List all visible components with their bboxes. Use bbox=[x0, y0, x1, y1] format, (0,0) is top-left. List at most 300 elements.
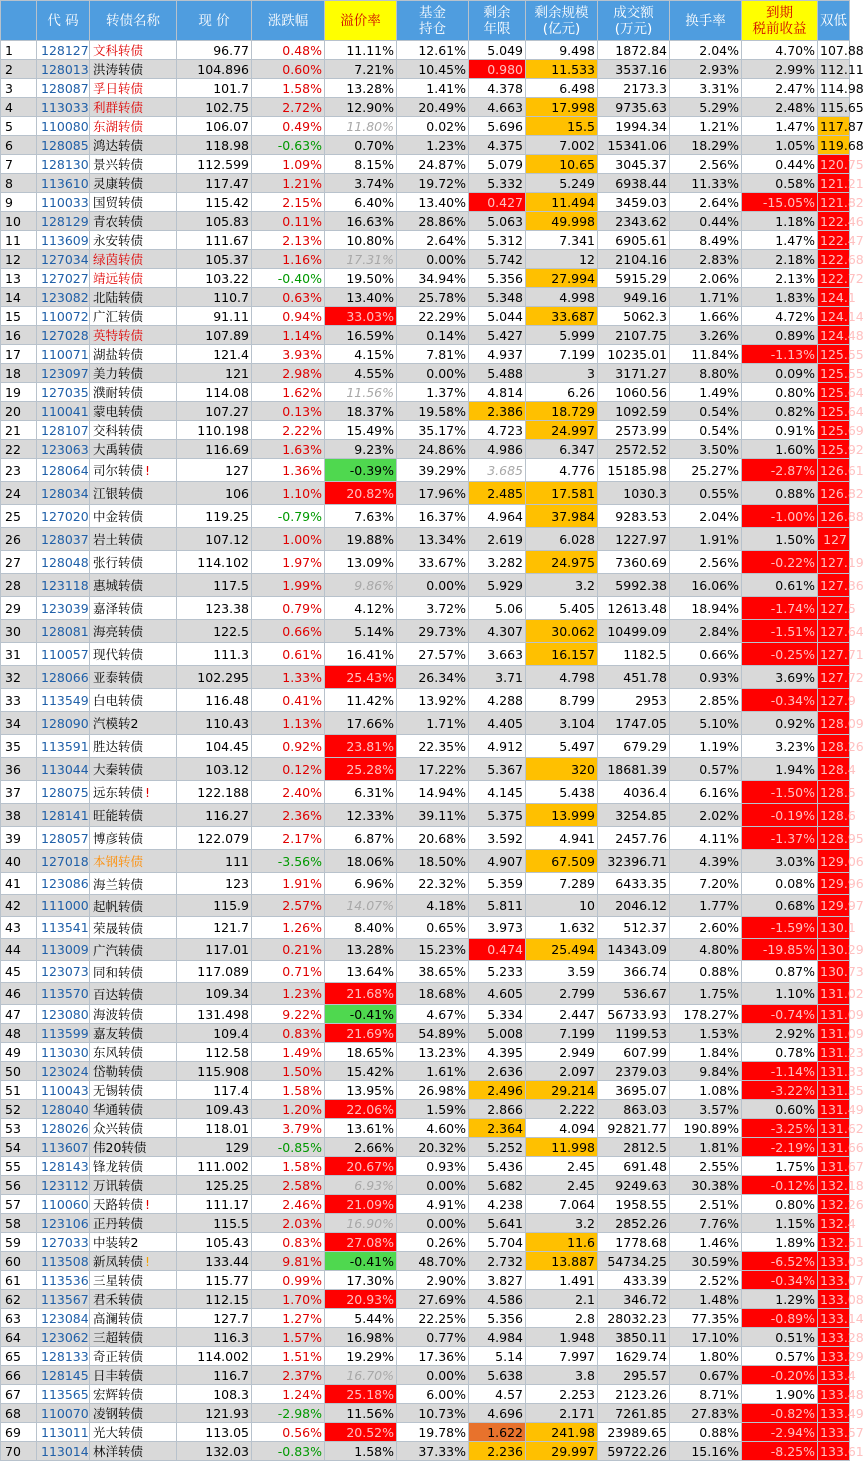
premium-rate-value: 22.06% bbox=[346, 1101, 394, 1117]
bond-code-cell[interactable] bbox=[37, 1347, 90, 1366]
table-row[interactable] bbox=[1, 781, 850, 804]
price-cell bbox=[177, 1176, 252, 1195]
premium-rate-value: 4.12% bbox=[354, 600, 394, 616]
double-low-cell bbox=[818, 781, 856, 804]
remaining-scale-cell bbox=[526, 482, 598, 505]
bond-code-cell[interactable] bbox=[37, 1385, 90, 1404]
bond-code-cell[interactable] bbox=[37, 98, 90, 117]
table-row[interactable] bbox=[1, 136, 850, 155]
row-index-value: 35 bbox=[5, 738, 21, 754]
bond-code-cell[interactable] bbox=[37, 1233, 90, 1252]
table-row[interactable] bbox=[1, 873, 850, 895]
bond-code-cell[interactable] bbox=[37, 1195, 90, 1214]
bond-code-cell[interactable] bbox=[37, 827, 90, 850]
bond-code-cell[interactable] bbox=[37, 804, 90, 827]
row-index-cell bbox=[1, 1119, 37, 1138]
premium-rate-value: 16.63% bbox=[346, 213, 394, 229]
turnover-rate-cell bbox=[670, 850, 742, 873]
bond-code-cell[interactable] bbox=[37, 597, 90, 620]
table-row[interactable] bbox=[1, 1138, 850, 1157]
bond-name-value: 光大转债 bbox=[93, 1425, 144, 1440]
table-row[interactable] bbox=[1, 402, 850, 421]
ytm-pretax-value: 1.75% bbox=[775, 1158, 815, 1174]
col-scale-header[interactable] bbox=[526, 1, 598, 41]
bond-code-value: 113591 bbox=[41, 738, 89, 754]
bond-code-cell[interactable] bbox=[37, 873, 90, 895]
fund-holding-value: 37.33% bbox=[418, 1443, 466, 1459]
col-years-header[interactable] bbox=[469, 1, 526, 41]
table-row[interactable] bbox=[1, 98, 850, 117]
change-pct-value: 1.62% bbox=[282, 384, 322, 400]
row-index-value: 36 bbox=[5, 761, 21, 777]
table-row[interactable] bbox=[1, 193, 850, 212]
bond-code-cell[interactable] bbox=[37, 193, 90, 212]
bond-code-cell[interactable] bbox=[37, 174, 90, 193]
bond-code-cell[interactable] bbox=[37, 1423, 90, 1442]
table-row[interactable] bbox=[1, 758, 850, 781]
table-row[interactable] bbox=[1, 1404, 850, 1423]
volume-value: 18681.39 bbox=[607, 761, 667, 777]
row-index-value: 47 bbox=[5, 1006, 21, 1022]
bond-code-cell[interactable] bbox=[37, 1328, 90, 1347]
col-ytm-header[interactable] bbox=[742, 1, 818, 41]
table-row[interactable] bbox=[1, 117, 850, 136]
table-row[interactable] bbox=[1, 459, 850, 482]
premium-rate-cell bbox=[325, 873, 397, 895]
table-row[interactable] bbox=[1, 574, 850, 597]
remaining-years-cell bbox=[469, 983, 526, 1005]
bond-code-cell[interactable] bbox=[37, 79, 90, 98]
table-row[interactable] bbox=[1, 1290, 850, 1309]
table-row[interactable] bbox=[1, 421, 850, 440]
table-row[interactable] bbox=[1, 1366, 850, 1385]
remaining-years-cell bbox=[469, 1347, 526, 1366]
remaining-scale-cell bbox=[526, 60, 598, 79]
table-row[interactable] bbox=[1, 1043, 850, 1062]
bond-code-cell[interactable] bbox=[37, 1290, 90, 1309]
bond-code-cell[interactable] bbox=[37, 482, 90, 505]
price-value: 103.12 bbox=[205, 761, 249, 777]
remaining-scale-cell bbox=[526, 98, 598, 117]
table-row[interactable] bbox=[1, 1195, 850, 1214]
table-row[interactable] bbox=[1, 1214, 850, 1233]
table-row[interactable] bbox=[1, 307, 850, 326]
remaining-scale-cell bbox=[526, 961, 598, 983]
turnover-rate-value: 2.83% bbox=[699, 251, 739, 267]
col-price-header[interactable]: 现 价 bbox=[177, 1, 252, 41]
fund-holding-cell bbox=[397, 1100, 469, 1119]
bond-code-cell[interactable] bbox=[37, 269, 90, 288]
bond-code-cell[interactable] bbox=[37, 939, 90, 961]
turnover-rate-value: 5.29% bbox=[699, 99, 739, 115]
change-pct-cell bbox=[252, 117, 325, 136]
fund-holding-cell bbox=[397, 345, 469, 364]
bond-code-cell[interactable] bbox=[37, 421, 90, 440]
change-pct-value: 1.58% bbox=[282, 80, 322, 96]
row-index-cell bbox=[1, 1442, 37, 1461]
double-low-value: 122.46 bbox=[820, 213, 864, 229]
bond-code-cell[interactable] bbox=[37, 1005, 90, 1024]
premium-rate-cell bbox=[325, 597, 397, 620]
turnover-rate-cell bbox=[670, 402, 742, 421]
table-row[interactable] bbox=[1, 1024, 850, 1043]
bond-name-value: 亚泰转债 bbox=[93, 670, 144, 685]
premium-rate-value: 19.29% bbox=[346, 1348, 394, 1364]
premium-rate-cell bbox=[325, 1233, 397, 1252]
double-low-value: 131.23 bbox=[820, 1044, 864, 1060]
turnover-rate-cell bbox=[670, 1290, 742, 1309]
table-row[interactable] bbox=[1, 1328, 850, 1347]
turnover-rate-value: 1.91% bbox=[699, 531, 739, 547]
warning-mark: ! bbox=[145, 463, 151, 478]
table-row[interactable] bbox=[1, 1309, 850, 1328]
volume-value: 5062.3 bbox=[623, 308, 667, 324]
turnover-rate-value: 2.02% bbox=[699, 807, 739, 823]
years-header-line2: 年限 bbox=[483, 20, 511, 37]
remaining-scale-cell bbox=[526, 850, 598, 873]
bond-code-cell[interactable] bbox=[37, 231, 90, 250]
row-index-cell bbox=[1, 1195, 37, 1214]
volume-value: 15341.06 bbox=[607, 137, 667, 153]
price-cell bbox=[177, 364, 252, 383]
table-row[interactable] bbox=[1, 60, 850, 79]
bond-code-cell[interactable] bbox=[37, 402, 90, 421]
row-index-value: 44 bbox=[5, 942, 21, 957]
fund-header-line1: 基金 bbox=[419, 4, 446, 21]
table-row[interactable] bbox=[1, 288, 850, 307]
table-row[interactable] bbox=[1, 231, 850, 250]
bond-code-cell[interactable] bbox=[37, 1252, 90, 1271]
bond-code-cell[interactable] bbox=[37, 1100, 90, 1119]
table-row[interactable] bbox=[1, 620, 850, 643]
bond-code-cell[interactable] bbox=[37, 345, 90, 364]
bond-code-cell[interactable] bbox=[37, 712, 90, 735]
bond-code-cell[interactable] bbox=[37, 155, 90, 174]
ytm-pretax-value: -8.25% bbox=[770, 1443, 815, 1459]
table-row[interactable] bbox=[1, 961, 850, 983]
table-row[interactable] bbox=[1, 1176, 850, 1195]
bond-code-cell[interactable] bbox=[37, 1081, 90, 1100]
change-pct-cell bbox=[252, 620, 325, 643]
table-row[interactable] bbox=[1, 79, 850, 98]
remaining-years-value: 5.06 bbox=[495, 600, 523, 616]
bond-code-cell[interactable] bbox=[37, 574, 90, 597]
table-row[interactable] bbox=[1, 689, 850, 712]
fund-holding-cell bbox=[397, 1024, 469, 1043]
bond-code-cell[interactable] bbox=[37, 961, 90, 983]
bond-code-cell[interactable] bbox=[37, 528, 90, 551]
volume-cell bbox=[598, 643, 670, 666]
remaining-years-value: 5.367 bbox=[487, 761, 523, 777]
change-pct-cell bbox=[252, 288, 325, 307]
price-value: 116.69 bbox=[205, 441, 249, 457]
ytm-pretax-cell bbox=[742, 1271, 818, 1290]
bond-code-cell[interactable] bbox=[37, 459, 90, 482]
table-row[interactable] bbox=[1, 482, 850, 505]
ytm-pretax-cell bbox=[742, 79, 818, 98]
price-value: 127 bbox=[225, 462, 249, 478]
change-pct-value: 1.00% bbox=[282, 531, 322, 547]
row-index-value: 58 bbox=[5, 1215, 21, 1231]
remaining-years-value: 2.364 bbox=[487, 1120, 523, 1136]
double-low-cell bbox=[818, 1328, 864, 1347]
turnover-rate-cell bbox=[670, 1043, 742, 1062]
table-row[interactable] bbox=[1, 41, 850, 60]
table-row[interactable] bbox=[1, 326, 850, 345]
ytm-pretax-value: 2.48% bbox=[775, 99, 815, 115]
table-row[interactable] bbox=[1, 269, 850, 288]
remaining-years-cell bbox=[469, 1081, 526, 1100]
table-row[interactable] bbox=[1, 1119, 850, 1138]
table-row[interactable] bbox=[1, 1100, 850, 1119]
bond-code-cell[interactable] bbox=[37, 643, 90, 666]
bond-code-cell[interactable] bbox=[37, 1043, 90, 1062]
premium-rate-value: 13.61% bbox=[346, 1120, 394, 1136]
remaining-scale-cell bbox=[526, 250, 598, 269]
premium-rate-cell bbox=[325, 939, 397, 961]
double-low-value: 129.06 bbox=[820, 853, 864, 869]
bond-code-cell[interactable] bbox=[37, 551, 90, 574]
row-index-cell bbox=[1, 60, 37, 79]
table-row[interactable] bbox=[1, 666, 850, 689]
bond-code-cell[interactable] bbox=[37, 1138, 90, 1157]
bond-code-cell[interactable] bbox=[37, 117, 90, 136]
col-volume-header[interactable] bbox=[598, 1, 670, 41]
col-premium-header[interactable]: 溢价率 bbox=[325, 1, 397, 41]
remaining-scale-cell bbox=[526, 269, 598, 288]
fund-holding-cell bbox=[397, 1138, 469, 1157]
change-pct-value: 0.79% bbox=[282, 600, 322, 616]
ytm-pretax-cell bbox=[742, 1024, 818, 1043]
price-cell bbox=[177, 983, 252, 1005]
table-row[interactable] bbox=[1, 174, 850, 193]
bond-code-cell[interactable] bbox=[37, 1176, 90, 1195]
bond-code-cell[interactable] bbox=[37, 1119, 90, 1138]
table-row[interactable] bbox=[1, 804, 850, 827]
bond-code-cell[interactable] bbox=[37, 781, 90, 804]
bond-code-cell[interactable] bbox=[37, 364, 90, 383]
remaining-scale-cell bbox=[526, 1195, 598, 1214]
table-row[interactable] bbox=[1, 1385, 850, 1404]
remaining-scale-value: 8.799 bbox=[559, 692, 595, 708]
remaining-scale-cell bbox=[526, 1385, 598, 1404]
bond-code-cell[interactable] bbox=[37, 1309, 90, 1328]
row-index-value: 29 bbox=[5, 600, 21, 616]
scale-header-line2: (亿元) bbox=[542, 20, 581, 37]
ytm-pretax-value: -0.82% bbox=[770, 1405, 815, 1421]
remaining-years-cell bbox=[469, 1404, 526, 1423]
bond-code-cell[interactable] bbox=[37, 1404, 90, 1423]
bond-code-cell[interactable] bbox=[37, 689, 90, 712]
table-row[interactable] bbox=[1, 827, 850, 850]
table-row[interactable] bbox=[1, 895, 850, 917]
fund-holding-cell bbox=[397, 917, 469, 939]
remaining-scale-value: 10.65 bbox=[559, 156, 595, 172]
col-fund-header[interactable] bbox=[397, 1, 469, 41]
remaining-scale-cell bbox=[526, 1043, 598, 1062]
row-index-value: 68 bbox=[5, 1405, 21, 1421]
table-row[interactable] bbox=[1, 1081, 850, 1100]
ytm-pretax-cell bbox=[742, 1119, 818, 1138]
price-value: 116.7 bbox=[213, 1367, 249, 1383]
bond-code-cell[interactable] bbox=[37, 41, 90, 60]
ytm-pretax-value: 0.51% bbox=[775, 1329, 815, 1345]
ytm-pretax-cell bbox=[742, 574, 818, 597]
turnover-rate-cell bbox=[670, 155, 742, 174]
table-row[interactable] bbox=[1, 1062, 850, 1081]
volume-value: 5992.38 bbox=[615, 577, 667, 593]
row-index-value: 59 bbox=[5, 1234, 21, 1250]
row-index-value: 14 bbox=[5, 289, 21, 305]
bond-code-cell[interactable] bbox=[37, 212, 90, 231]
table-row[interactable] bbox=[1, 983, 850, 1005]
turnover-rate-value: 30.38% bbox=[691, 1177, 739, 1193]
volume-value: 1060.56 bbox=[615, 384, 667, 400]
bond-code-cell[interactable] bbox=[37, 60, 90, 79]
ytm-pretax-cell bbox=[742, 193, 818, 212]
col-double-low-header[interactable]: 双低 bbox=[818, 1, 850, 41]
col-name-header[interactable]: 转债名称 bbox=[90, 1, 177, 41]
bond-name-cell bbox=[90, 620, 177, 643]
bond-code-cell[interactable] bbox=[37, 1024, 90, 1043]
premium-rate-value: 1.58% bbox=[354, 1443, 394, 1459]
bond-code-cell[interactable] bbox=[37, 1062, 90, 1081]
table-row[interactable] bbox=[1, 917, 850, 939]
bond-name-value: 中金转债 bbox=[93, 509, 144, 524]
remaining-scale-value: 3.59 bbox=[567, 964, 595, 979]
premium-rate-value: 17.66% bbox=[346, 715, 394, 731]
warning-mark: ! bbox=[145, 785, 151, 800]
bond-code-cell[interactable] bbox=[37, 1366, 90, 1385]
col-code-header[interactable]: 代 码 bbox=[37, 1, 90, 41]
bond-code-cell[interactable] bbox=[37, 895, 90, 917]
table-row[interactable] bbox=[1, 1252, 850, 1271]
table-row[interactable] bbox=[1, 643, 850, 666]
row-index-cell bbox=[1, 712, 37, 735]
bond-name-value: 江银转债 bbox=[93, 486, 144, 501]
table-row[interactable] bbox=[1, 1005, 850, 1024]
table-row[interactable] bbox=[1, 597, 850, 620]
remaining-years-cell bbox=[469, 1100, 526, 1119]
table-row[interactable] bbox=[1, 1271, 850, 1290]
turnover-rate-value: 1.08% bbox=[699, 1082, 739, 1098]
turnover-rate-cell bbox=[670, 551, 742, 574]
ytm-pretax-value: 1.29% bbox=[775, 1291, 815, 1307]
table-row[interactable] bbox=[1, 939, 850, 961]
table-row[interactable] bbox=[1, 155, 850, 174]
change-pct-cell bbox=[252, 1385, 325, 1404]
turnover-rate-cell bbox=[670, 1081, 742, 1100]
premium-rate-value: 8.40% bbox=[354, 920, 394, 935]
premium-rate-cell bbox=[325, 1442, 397, 1461]
fund-header-line2: 持仓 bbox=[419, 20, 446, 37]
table-row[interactable] bbox=[1, 1233, 850, 1252]
col-change-header[interactable]: 涨跌幅 bbox=[252, 1, 325, 41]
bond-code-cell[interactable] bbox=[37, 505, 90, 528]
turnover-rate-value: 3.50% bbox=[699, 441, 739, 457]
table-row[interactable] bbox=[1, 250, 850, 269]
premium-rate-value: 2.66% bbox=[354, 1139, 394, 1155]
remaining-years-value: 5.233 bbox=[487, 964, 523, 979]
bond-code-cell[interactable] bbox=[37, 620, 90, 643]
bond-code-cell[interactable] bbox=[37, 136, 90, 155]
bond-name-value: 正丹转债 bbox=[93, 1216, 144, 1231]
bond-code-cell[interactable] bbox=[37, 326, 90, 345]
table-row[interactable] bbox=[1, 345, 850, 364]
bond-code-cell[interactable] bbox=[37, 758, 90, 781]
remaining-years-value: 5.044 bbox=[487, 308, 523, 324]
volume-cell bbox=[598, 1214, 670, 1233]
turnover-rate-cell bbox=[670, 1385, 742, 1404]
bond-code-cell[interactable] bbox=[37, 250, 90, 269]
table-row[interactable] bbox=[1, 505, 850, 528]
bond-code-cell[interactable] bbox=[37, 383, 90, 402]
premium-rate-cell bbox=[325, 326, 397, 345]
bond-code-cell[interactable] bbox=[37, 1157, 90, 1176]
ytm-pretax-cell bbox=[742, 326, 818, 345]
bond-code-value: 128040 bbox=[41, 1101, 89, 1117]
table-row[interactable] bbox=[1, 383, 850, 402]
price-cell bbox=[177, 689, 252, 712]
col-turnover-header[interactable]: 换手率 bbox=[670, 1, 742, 41]
change-pct-value: 1.97% bbox=[282, 554, 322, 570]
table-row[interactable] bbox=[1, 551, 850, 574]
price-cell bbox=[177, 383, 252, 402]
table-row[interactable] bbox=[1, 1347, 850, 1366]
table-row[interactable] bbox=[1, 850, 850, 873]
table-row[interactable] bbox=[1, 212, 850, 231]
remaining-years-cell bbox=[469, 1423, 526, 1442]
bond-code-cell[interactable] bbox=[37, 917, 90, 939]
bond-code-cell[interactable] bbox=[37, 983, 90, 1005]
bond-code-cell[interactable] bbox=[37, 1214, 90, 1233]
table-row[interactable] bbox=[1, 735, 850, 758]
table-row[interactable] bbox=[1, 440, 850, 459]
bond-code-cell[interactable] bbox=[37, 440, 90, 459]
ytm-pretax-value: 3.69% bbox=[775, 669, 815, 685]
bond-name-cell bbox=[90, 402, 177, 421]
change-pct-cell bbox=[252, 939, 325, 961]
bond-code-cell[interactable] bbox=[37, 288, 90, 307]
bond-code-value: 110070 bbox=[41, 1405, 89, 1421]
price-cell bbox=[177, 79, 252, 98]
bond-code-cell[interactable] bbox=[37, 307, 90, 326]
bond-name-cell bbox=[90, 174, 177, 193]
table-row[interactable] bbox=[1, 712, 850, 735]
bond-code-cell[interactable] bbox=[37, 850, 90, 873]
remaining-years-value: 5.063 bbox=[487, 213, 523, 229]
table-row[interactable] bbox=[1, 528, 850, 551]
bond-code-cell[interactable] bbox=[37, 1271, 90, 1290]
remaining-years-cell bbox=[469, 1309, 526, 1328]
table-row[interactable] bbox=[1, 364, 850, 383]
double-low-value: 127.72 bbox=[820, 669, 864, 685]
bond-code-cell[interactable] bbox=[37, 1442, 90, 1461]
row-index-value: 61 bbox=[5, 1272, 21, 1288]
double-low-value: 133.08 bbox=[820, 1291, 864, 1307]
row-index-cell bbox=[1, 983, 37, 1005]
premium-rate-value: 19.50% bbox=[346, 270, 394, 286]
bond-code-cell[interactable] bbox=[37, 666, 90, 689]
price-value: 117.47 bbox=[205, 175, 249, 191]
col-index-header[interactable] bbox=[1, 1, 37, 41]
bond-name-value: 无锡转债 bbox=[93, 1083, 144, 1098]
bond-code-cell[interactable] bbox=[37, 735, 90, 758]
double-low-value: 115.65 bbox=[820, 99, 864, 115]
table-row[interactable] bbox=[1, 1423, 850, 1442]
table-row[interactable] bbox=[1, 1157, 850, 1176]
table-row[interactable] bbox=[1, 1442, 850, 1461]
